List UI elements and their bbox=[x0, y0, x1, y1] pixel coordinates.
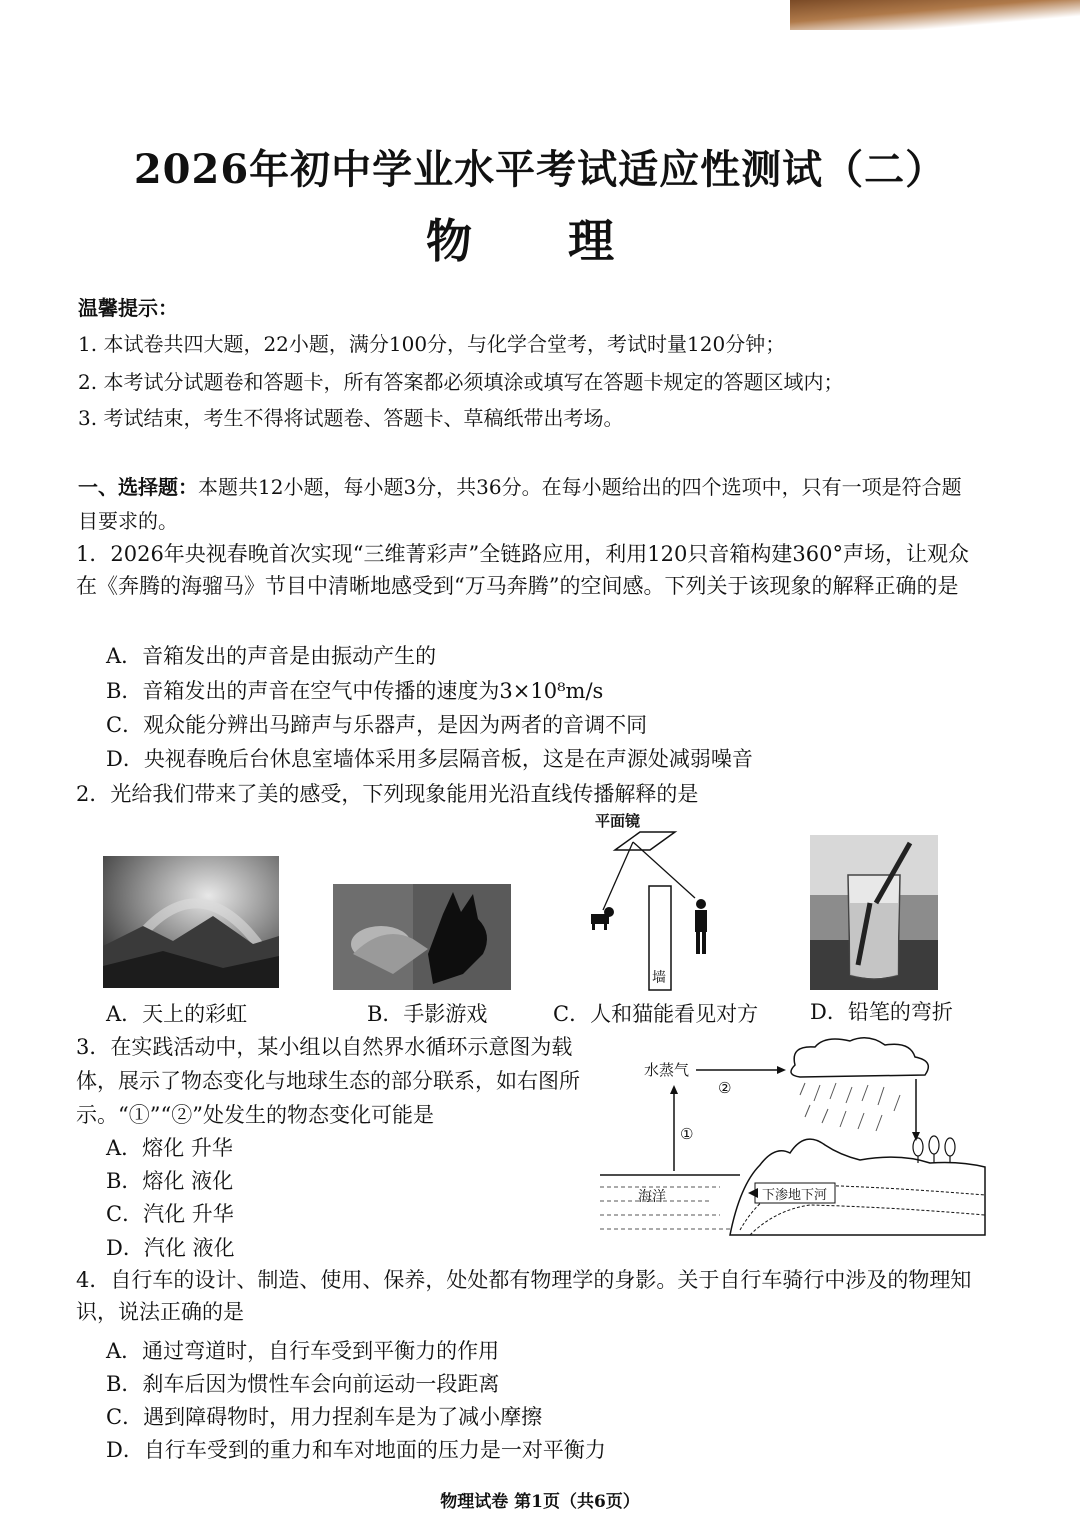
pencil-in-glass-photo bbox=[810, 835, 938, 990]
question-2-option-c: C．人和猫能看见对方 bbox=[553, 1002, 759, 1026]
section-1-header bbox=[78, 470, 978, 538]
plane-mirror-shape bbox=[615, 832, 675, 850]
page-corner-shadow bbox=[790, 0, 1080, 30]
tip-item: 2. 本考试分试题卷和答题卡，所有答案都必须填涂或填写在答题卡规定的答题区域内； bbox=[78, 370, 844, 394]
question-2-option-d: D．铅笔的弯折 bbox=[810, 1000, 953, 1024]
question-4-option-a: A．通过弯道时，自行车受到平衡力的作用 bbox=[106, 1339, 500, 1363]
question-3-option-c: C．汽化 升华 bbox=[106, 1202, 234, 1226]
question-3-option-d: D．汽化 液化 bbox=[106, 1236, 235, 1260]
rain-icon bbox=[800, 1083, 900, 1131]
ocean-label: 海洋 bbox=[638, 1189, 666, 1205]
question-1-stem: 1．2026年央视春晚首次实现“三维菁彩声”全链路应用，利用120只音箱构建360°声场，让观众在《奔腾的海骝马》节目中清晰地感受到“万马奔腾”的空间感。下列关于该现象的解释正确的是 bbox=[76, 542, 969, 598]
question-3-stem: 3．在实践活动中，某小组以自然界水循环示意图为载体，展示了物态变化与地球生态的部分联系，如右图所示。“①”“②”处发生的物态变化可能是 bbox=[76, 1035, 580, 1127]
tip-item: 1. 本试卷共四大题，22小题，满分100分，与化学合堂考，考试时量120分钟； bbox=[78, 332, 786, 356]
water-vapor-label: 水蒸气 bbox=[644, 1061, 690, 1079]
mark-2-label: ② bbox=[718, 1079, 732, 1097]
underground-river-label: 下渗地下河 bbox=[762, 1188, 828, 1203]
question-4-stem: 4．自行车的设计、制造、使用、保养，处处都有物理学的身影。关于自行车骑行中涉及的物理知识，说法正确的是 bbox=[76, 1268, 972, 1324]
question-2-stem: 2．光给我们带来了美的感受，下列现象能用光沿直线传播解释的是 bbox=[76, 782, 699, 806]
question-3-option-b: B．熔化 液化 bbox=[106, 1169, 234, 1193]
question-4-option-b: B．刹车后因为惯性车会向前运动一段距离 bbox=[106, 1372, 500, 1396]
subject-title: 物 理 bbox=[425, 214, 654, 268]
cloud-icon bbox=[791, 1038, 928, 1077]
tree-icon bbox=[913, 1136, 955, 1163]
section-label: 一、选择题： bbox=[78, 475, 198, 499]
mark-1-label: ① bbox=[680, 1125, 694, 1143]
light-ray bbox=[603, 842, 633, 910]
exam-title: 2026年初中学业水平考试适应性测试（二） bbox=[133, 146, 947, 193]
question-4-option-c: C．遇到障碍物时，用力捏刹车是为了减小摩擦 bbox=[106, 1405, 543, 1429]
question-4-option-d: D．自行车受到的重力和车对地面的压力是一对平衡力 bbox=[106, 1438, 606, 1462]
question-1-option-c: C．观众能分辨出马蹄声与乐器声，是因为两者的音调不同 bbox=[106, 713, 648, 737]
question-1-option-d: D．央视春晚后台休息室墙体采用多层隔音板，这是在声源处减弱噪音 bbox=[106, 747, 753, 771]
question-2-option-b: B．手影游戏 bbox=[367, 1002, 488, 1026]
person-icon bbox=[695, 899, 707, 954]
tip-item: 3. 考试结束，考生不得将试题卷、答题卡、草稿纸带出考场。 bbox=[78, 406, 624, 430]
wall-label: 墙 bbox=[652, 970, 666, 986]
tips-heading: 温馨提示： bbox=[78, 296, 178, 320]
hand-shadow-photo bbox=[333, 884, 511, 990]
question-2-option-a: A．天上的彩虹 bbox=[106, 1002, 248, 1026]
question-1-option-b: B．音箱发出的声音在空气中传播的速度为3×10⁸m/s bbox=[106, 679, 604, 703]
water-cycle-diagram bbox=[600, 1035, 990, 1245]
mirror-label: 平面镜 bbox=[595, 812, 641, 830]
question-3-option-a: A．熔化 升华 bbox=[106, 1136, 233, 1160]
section-instructions: 本题共12小题，每小题3分，共36分。在每小题给出的四个选项中，只有一项是符合题目要求的。 bbox=[78, 475, 962, 533]
rainbow-photo bbox=[103, 856, 279, 988]
question-1-option-a: A．音箱发出的声音是由振动产生的 bbox=[106, 644, 437, 668]
page-footer: 物理试卷 第1页（共6页） bbox=[440, 1492, 640, 1512]
cat-icon bbox=[591, 907, 614, 930]
mirror-diagram bbox=[575, 810, 735, 995]
